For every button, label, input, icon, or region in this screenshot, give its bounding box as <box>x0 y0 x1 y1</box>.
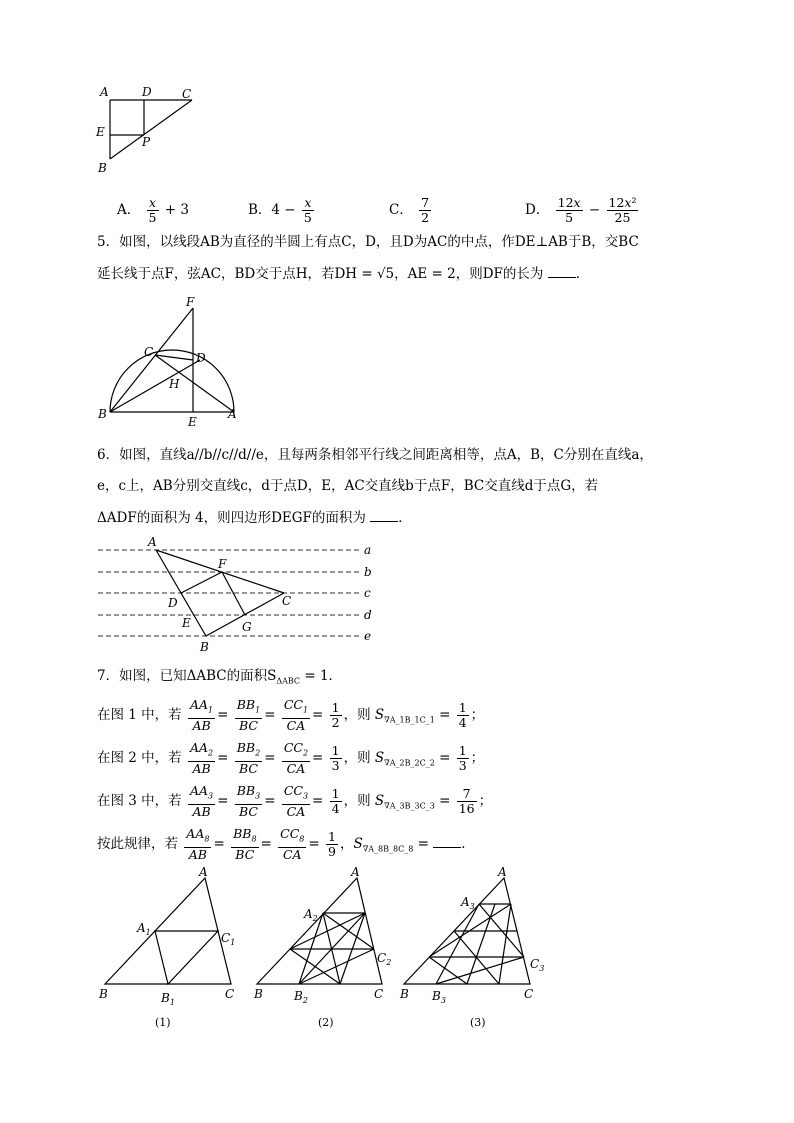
q6-label-f: F <box>218 557 227 571</box>
option-d: D． $\frac{12x}{5}$ − $\frac{\text{12x²}}{25}$ <box>525 195 637 225</box>
q5-label-a: A <box>228 407 237 421</box>
q7f1-label-a: A <box>199 866 208 879</box>
q7-row3: 在图 3 中，若 $\frac{AA_3}{AB}$ = $\frac{BB_3}{BC}$ = $\frac{CC_3}{CA}$ = $\frac{1}{4}$ ，则 $S_{\nabla A\_3B\_3C\_3}$ = $\frac{7}{16}$ ； <box>97 783 493 819</box>
option-c: C． $\frac{7}{2}$ <box>389 195 430 225</box>
q5-label-f: F <box>186 295 195 309</box>
q4-figure <box>92 84 202 176</box>
q7f1-label-b: B <box>99 987 108 1001</box>
q7-line1: 7．如图，已知ΔABC的面积$S_{\Delta ABC} = 1$． <box>97 668 343 686</box>
q5-label-b: B <box>98 407 107 421</box>
q4-label-c: C <box>182 87 192 101</box>
q6-line1: 6．如图，直线a//b//c//d//e，且每两条相邻平行线之间距离相等，点A，B，C分别在直线a， <box>97 447 653 463</box>
q7f1-label-c: C <box>225 987 235 1001</box>
q7-figure-3 <box>398 866 558 1034</box>
q7f2-label-c: C <box>374 987 384 1001</box>
q7f2-caption: (2) <box>318 1016 334 1029</box>
q6-label-line-d: d <box>364 608 372 622</box>
q7f3-label-c3: $C_3$ <box>530 957 545 973</box>
q5-label-d: D <box>196 351 206 365</box>
q5-line2: 延长线于点F，弦AC，BD交于点H，若DH = √5，AE = 2，则DF的长为 ． <box>97 266 590 282</box>
q6-label-g: G <box>242 620 252 634</box>
q7f3-label-c: C <box>524 987 534 1001</box>
q7-figure-2 <box>252 866 402 1034</box>
q7f3-label-a3: $A_3$ <box>461 895 475 911</box>
q6-label-line-e: e <box>364 629 372 643</box>
q7-figure-1 <box>95 866 245 1034</box>
q7f3-label-a: A <box>498 866 507 879</box>
q4-label-a: A <box>100 85 109 99</box>
q6-label-c: C <box>282 594 292 608</box>
q4-label-e: E <box>96 125 105 139</box>
q7-row1: 在图 1 中，若 $\frac{AA_1}{AB}$ = $\frac{BB_1}{BC}$ = $\frac{CC_1}{CA}$ = $\frac{1}{2}$ ，则 $S_{\nabla A\_1B\_1C\_1}$ = $\frac{1}{4}$ ； <box>97 697 485 733</box>
q6-label-a: A <box>148 535 157 549</box>
q6-label-line-c: c <box>364 586 371 600</box>
q6-label-d: D <box>168 596 178 610</box>
q7f2-label-a2: $A_2$ <box>304 907 318 923</box>
q6-figure <box>92 535 382 653</box>
q6-label-line-a: a <box>364 543 372 557</box>
q7f1-caption: (1) <box>155 1016 171 1029</box>
q7-row2: 在图 2 中，若 $\frac{AA_2}{AB}$ = $\frac{BB_2}{BC}$ = $\frac{CC_2}{CA}$ = $\frac{1}{3}$ ，则 $S_{\nabla A\_2B\_2C\_2}$ = $\frac{1}{3}$ ； <box>97 740 485 776</box>
q6-label-e: E <box>182 616 191 630</box>
q7f2-label-a: A <box>351 866 360 879</box>
q6-label-line-b: b <box>364 565 372 579</box>
q7f2-label-b2: $B_2$ <box>294 989 308 1005</box>
q7f1-label-b1: $B_1$ <box>161 991 175 1007</box>
q7f2-label-c2: $C_2$ <box>377 951 392 967</box>
q6-line3: ΔADF的面积为 4，则四边形DEGF的面积为 ． <box>97 510 412 526</box>
q5-label-h: H <box>169 377 180 391</box>
q5-figure <box>92 292 252 430</box>
option-b: B．4 − $\frac{x}{5}$ <box>248 195 312 225</box>
q7f3-label-b: B <box>400 987 409 1001</box>
q7f3-label-b3: $B_3$ <box>432 989 446 1005</box>
option-a: A． $\frac{x}{5}$ + 3 <box>117 195 189 225</box>
q4-label-p: P <box>142 135 151 149</box>
q7f2-label-b: B <box>254 987 263 1001</box>
q6-line2: e，c上，AB分别交直线c，d于点D，E，AC交直线b于点F，BC交直线d于点G，若 <box>97 478 599 494</box>
q7-row4: 按此规律，若 $\frac{AA_8}{AB}$ = $\frac{BB_8}{BC}$ = $\frac{CC_8}{CA}$ = $\frac{1}{9}$ ，$S_{\nabla A\_8B\_8C\_8}$ = ． <box>97 826 475 862</box>
q4-label-d: D <box>142 85 152 99</box>
q6-label-b: B <box>200 640 209 653</box>
q7f3-caption: (3) <box>470 1016 486 1029</box>
q7f1-label-a1: $A_1$ <box>137 921 151 937</box>
q5-line1: 5．如图，以线段AB为直径的半圆上有点C，D，且D为AC的中点，作DE⊥AB于B，交BC <box>97 234 639 250</box>
q4-label-b: B <box>98 161 107 175</box>
q5-label-c: C <box>144 345 154 359</box>
q7f1-label-c1: $C_1$ <box>221 931 236 947</box>
q5-label-e: E <box>188 415 197 429</box>
